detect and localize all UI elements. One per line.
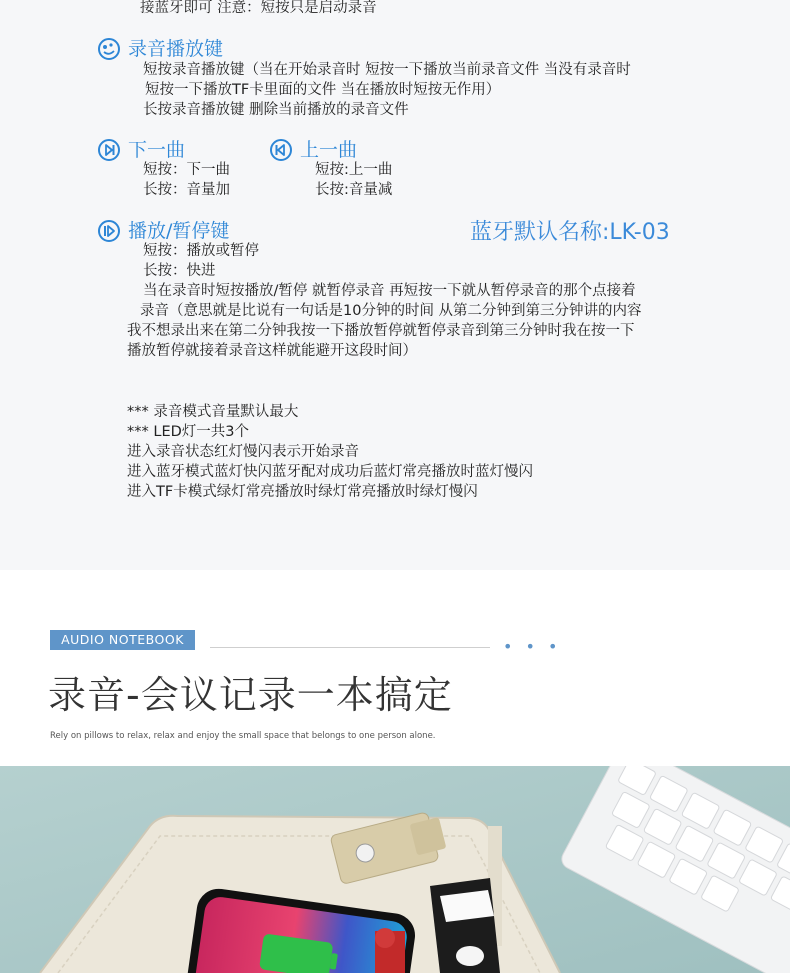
prev-long-press: 长按:音量减 bbox=[315, 182, 393, 198]
next-short-press: 短按：下一曲 bbox=[143, 162, 230, 178]
note-item: *** LED灯一共3个 bbox=[127, 424, 249, 440]
decorative-dots: • • • bbox=[503, 637, 562, 656]
playback-record-icon bbox=[97, 37, 121, 61]
top-instruction-line: 接蓝牙即可 注意：短按只是启动录音 bbox=[140, 0, 377, 16]
play-pause-long: 长按：快进 bbox=[143, 263, 216, 279]
next-track-icon bbox=[97, 138, 121, 162]
play-pause-line-1: 当在录音时短按播放/暂停 就暂停录音 再短按一下就从暂停录音的那个点接着 bbox=[143, 283, 636, 299]
play-pause-icon bbox=[97, 219, 121, 243]
product-photo-illustration bbox=[0, 766, 790, 973]
play-pause-title: 播放/暂停键 bbox=[128, 220, 230, 242]
note-item: 进入TF卡模式绿灯常亮播放时绿灯常亮播放时绿灯慢闪 bbox=[127, 484, 478, 500]
play-pause-line-3: 我不想录出来在第二分钟我按一下播放暂停就暂停录音到第三分钟时我在按一下 bbox=[127, 323, 635, 339]
section-header bbox=[0, 570, 790, 766]
previous-track-title: 上一曲 bbox=[300, 139, 358, 161]
play-pause-short: 短按：播放或暂停 bbox=[143, 243, 259, 259]
bluetooth-default-name: 蓝牙默认名称:LK-03 bbox=[470, 220, 670, 245]
section-title: 录音-会议记录一本搞定 bbox=[48, 673, 453, 717]
play-pause-line-2: 录音（意思就是比说有一句话是10分钟的时间 从第二分钟到第三分钟讲的内容 bbox=[140, 303, 642, 319]
section-subtitle: Rely on pillows to relax, relax and enjoy the small space that belongs to one person alone. bbox=[50, 731, 436, 741]
note-item: 进入蓝牙模式蓝灯快闪蓝牙配对成功后蓝灯常亮播放时蓝灯慢闪 bbox=[127, 464, 533, 480]
playback-line-2: 短按一下播放TF卡里面的文件 当在播放时短按无作用） bbox=[145, 82, 501, 98]
play-pause-line-4: 播放暂停就接着录音这样就能避开这段时间） bbox=[127, 343, 417, 359]
section-tag: AUDIO NOTEBOOK bbox=[50, 630, 195, 650]
note-item: 进入录音状态红灯慢闪表示开始录音 bbox=[127, 444, 359, 460]
previous-track-icon bbox=[269, 138, 293, 162]
playback-line-1: 短按录音播放键（当在开始录音时 短按一下播放当前录音文件 当没有录音时 bbox=[143, 62, 631, 78]
prev-short-press: 短按:上一曲 bbox=[315, 162, 393, 178]
next-track-title: 下一曲 bbox=[128, 139, 186, 161]
playback-line-3: 长按录音播放键 删除当前播放的录音文件 bbox=[143, 102, 409, 118]
product-photo bbox=[0, 766, 790, 973]
divider-line bbox=[210, 647, 490, 648]
playback-key-title: 录音播放键 bbox=[128, 38, 224, 60]
note-item: *** 录音模式音量默认最大 bbox=[127, 404, 299, 420]
next-long-press: 长按：音量加 bbox=[143, 182, 230, 198]
